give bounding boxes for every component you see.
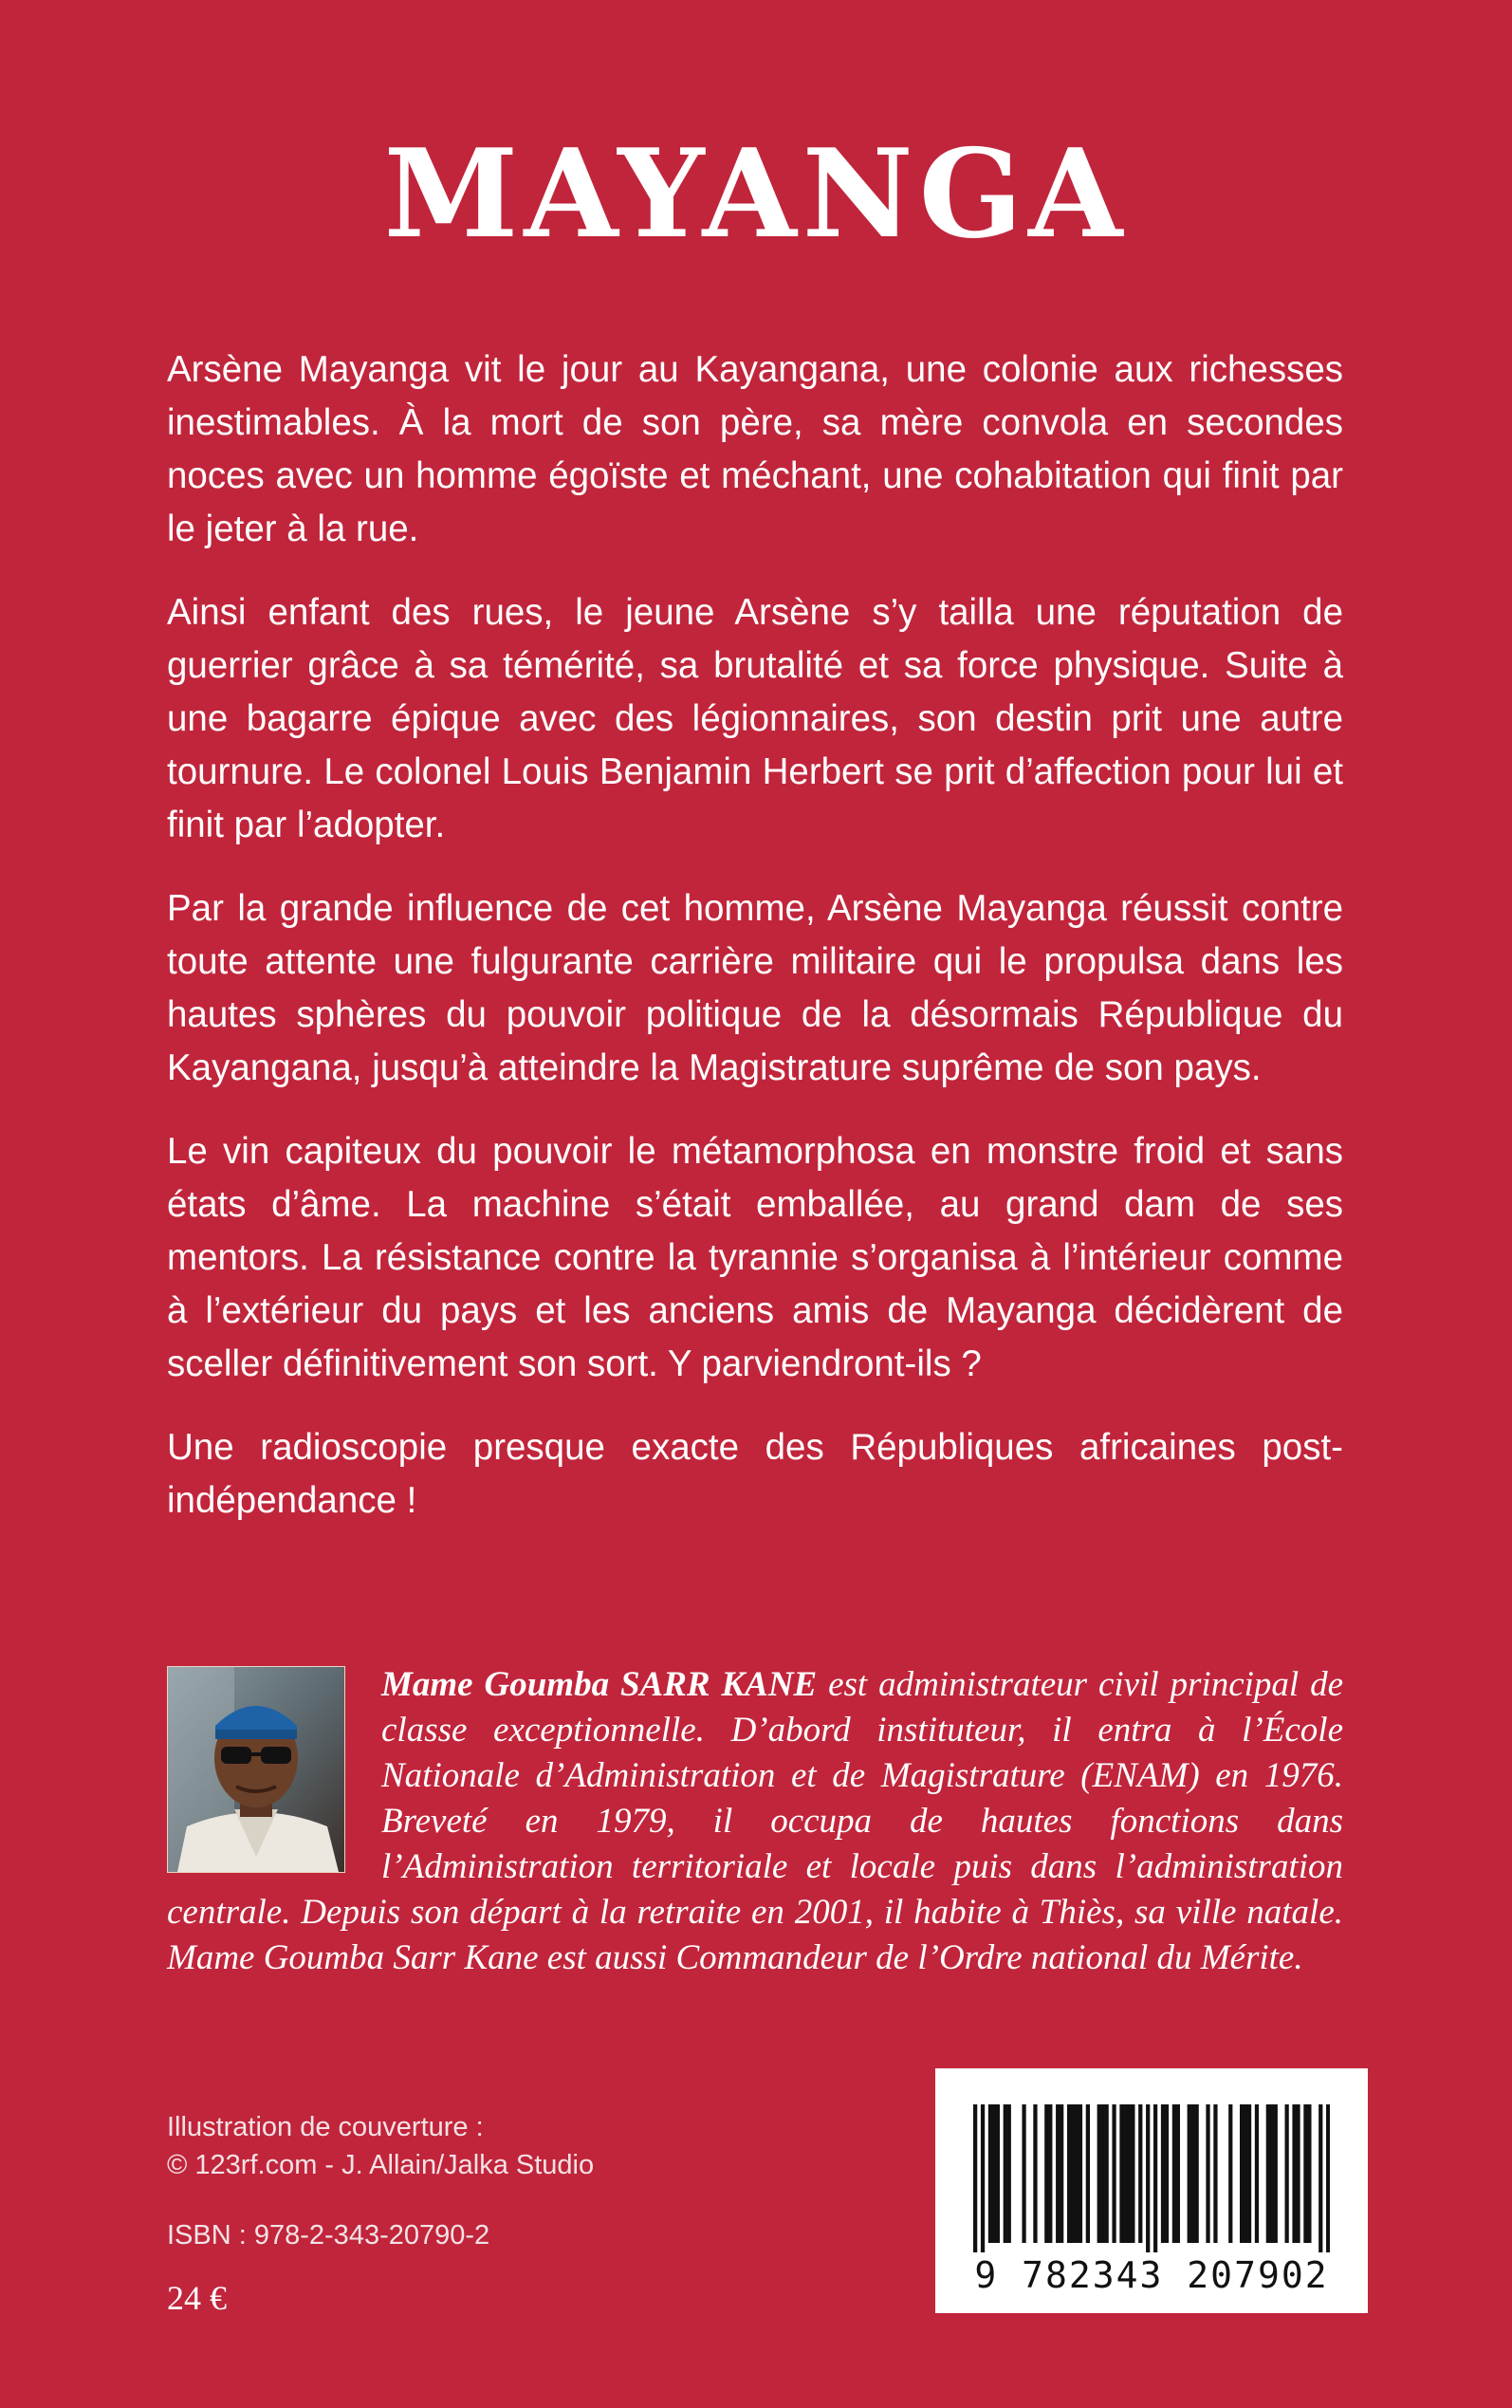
barcode-bar <box>1022 2104 1025 2243</box>
barcode-bar <box>1007 2104 1011 2243</box>
barcode-bar <box>1195 2104 1199 2243</box>
barcode-bar <box>1213 2104 1217 2243</box>
barcode-bar <box>1165 2104 1169 2243</box>
barcode-bar <box>1075 2104 1079 2243</box>
barcode-bar <box>1079 2104 1082 2243</box>
barcode-bar <box>1307 2104 1311 2243</box>
barcode-bar <box>1326 2104 1330 2252</box>
author-bio-text: est administrateur civil principal de classe exceptionnelle. D’abord instituteur, il entra à l’École Nationale d’Administration et de Magistrature (ENAM) en 1976. Breveté en 1979, il occupa de hautes fonctions dans l’Administration territoriale et locale puis dans l’administration centrale. Depuis son départ à la retraite en 2001, il habite à Thiès, sa ville natale. Mame Goumba Sarr Kane est aussi Commandeur de l’Ordre national du Mérite. <box>167 1665 1343 1977</box>
barcode-bar <box>1146 2104 1150 2252</box>
barcode-bar <box>1206 2104 1209 2243</box>
barcode-bar <box>1119 2104 1123 2243</box>
barcode-bar <box>1244 2104 1247 2243</box>
back-cover-blurb <box>167 343 1343 1558</box>
barcode-bar <box>1033 2104 1037 2243</box>
barcode-bar <box>1191 2104 1195 2243</box>
barcode-bar <box>1071 2104 1075 2243</box>
barcode-bar <box>1101 2104 1105 2243</box>
barcode-bar <box>1296 2104 1300 2243</box>
barcode-bar <box>981 2104 985 2252</box>
barcode-bar <box>1127 2104 1131 2243</box>
barcode-bar <box>1247 2104 1251 2243</box>
barcode-bar <box>1274 2104 1278 2243</box>
barcode-bar <box>1123 2104 1127 2243</box>
barcode-bar <box>1131 2104 1134 2243</box>
barcode-bar <box>1004 2104 1007 2243</box>
barcode-bar <box>1153 2104 1157 2252</box>
isbn-text: ISBN : 978-2-343-20790-2 <box>167 2220 490 2251</box>
book-title: MAYANGA <box>383 123 1129 266</box>
barcode-bars <box>973 2104 1330 2252</box>
barcode-bar <box>1044 2104 1048 2243</box>
barcode-bar <box>1285 2104 1289 2243</box>
author-bio-block <box>167 1662 1343 1981</box>
blurb-paragraph-2: Ainsi enfant des rues, le jeune Arsène s’y tailla une réputation de guerrier grâce à sa témérité, sa brutalité et sa force physique. Suite à une bagarre épique avec des légionnaires, son destin prit une autre tournure. Le colonel Louis Benjamin Herbert se prit d’affection pour lui et finit par l’adopter. <box>167 592 1343 845</box>
author-photo <box>167 1666 345 1873</box>
barcode-bar <box>1056 2104 1060 2243</box>
barcode-bar <box>1318 2104 1322 2252</box>
blurb-paragraph-5: Une radioscopie presque exacte des Républiques africaines post-indépendance ! <box>167 1427 1343 1521</box>
barcode-bar <box>1048 2104 1052 2243</box>
barcode-bar <box>1105 2104 1109 2243</box>
barcode-bar <box>992 2104 996 2243</box>
cover-credits <box>167 2108 594 2184</box>
barcode-bar <box>1172 2104 1176 2243</box>
barcode-bar <box>973 2104 977 2252</box>
barcode-bar <box>1086 2104 1090 2243</box>
barcode-bar <box>1161 2104 1165 2243</box>
barcode-bar <box>1228 2104 1232 2243</box>
price-text: 24 € <box>167 2279 227 2317</box>
barcode-bar <box>1060 2104 1063 2243</box>
author-name: Mame Goumba SARR KANE <box>381 1665 818 1704</box>
barcode-bar <box>1067 2104 1071 2243</box>
credits-line-1: Illustration de couverture : <box>167 2112 484 2142</box>
barcode-bar <box>1097 2104 1101 2243</box>
barcode-bar <box>1138 2104 1142 2243</box>
barcode-digits: 9 782343 207902 <box>974 2254 1329 2296</box>
barcode-bar <box>1240 2104 1244 2243</box>
blurb-paragraph-3: Par la grande influence de cet homme, Arsène Mayanga réussit contre toute attente une fulgurante carrière militaire qui le propulsa dans les hautes sphères du pouvoir politique de la désormais République du Kayangana, jusqu’à atteindre la Magistrature suprême de son pays. <box>167 888 1343 1088</box>
barcode-bar <box>1303 2104 1307 2243</box>
barcode-bar <box>988 2104 992 2243</box>
barcode-bar <box>1270 2104 1274 2243</box>
barcode-bar <box>1255 2104 1259 2243</box>
barcode-bar <box>1188 2104 1191 2243</box>
barcode-bar <box>1112 2104 1116 2243</box>
barcode-bar <box>996 2104 1000 2243</box>
barcode-bar <box>1292 2104 1296 2243</box>
blurb-paragraph-1: Arsène Mayanga vit le jour au Kayangana, une colonie aux richesses inestimables. À la mort de son père, sa mère convola en secondes noces avec un homme égoïste et méchant, une cohabitation qui finit par le jeter à la rue. <box>167 349 1343 549</box>
blurb-paragraph-4: Le vin capiteux du pouvoir le métamorphosa en monstre froid et sans états d’âme. La machine s’était emballée, au grand dam de ses mentors. La résistance contre la tyrannie s’organisa à l’intérieur comme à l’extérieur du pays et les anciens amis de Mayanga décidèrent de sceller définitivement son sort. Y parviendront-ils ? <box>167 1131 1343 1384</box>
barcode-bar <box>1266 2104 1270 2243</box>
barcode-box <box>935 2068 1368 2313</box>
credits-line-2: © 123rf.com - J. Allain/Jalka Studio <box>167 2150 595 2180</box>
barcode-bar <box>1176 2104 1180 2243</box>
